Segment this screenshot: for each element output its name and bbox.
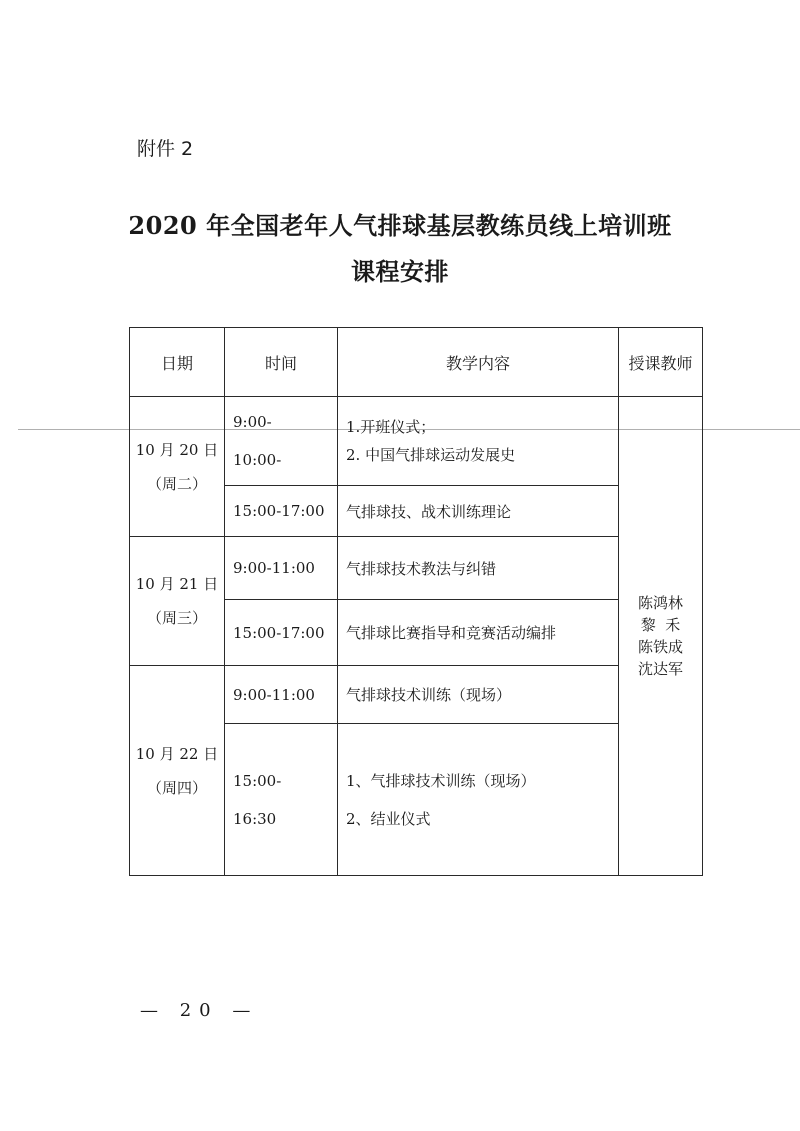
teacher-name: 陈铁成 xyxy=(637,638,683,656)
content-line: 1.开班仪式； xyxy=(346,418,436,436)
content-cell xyxy=(338,486,619,537)
time-line: 15:00-17:00 xyxy=(233,502,325,520)
date-cell xyxy=(130,537,225,666)
content-line: 气排球技术训练（现场） xyxy=(346,686,512,704)
content-line: 1、气排球技术训练（现场） xyxy=(346,771,536,790)
time-line: 9:00- xyxy=(233,413,272,431)
teacher-name: 沈达军 xyxy=(637,660,683,678)
header-time: 时间 xyxy=(225,328,338,397)
teacher-name: 陈鸿林 xyxy=(637,594,683,612)
content-line: 气排球比赛指导和竞赛活动编排 xyxy=(346,624,557,642)
weekday-text: （周二） xyxy=(146,474,207,493)
time-line: 9:00-11:00 xyxy=(233,559,315,577)
time-line: 16:30 xyxy=(233,809,277,828)
time-line: 10:00- xyxy=(233,451,282,469)
date-cell xyxy=(130,666,225,876)
table-row xyxy=(130,397,703,486)
date-text: 10 月 22 日 xyxy=(135,744,219,763)
schedule-table xyxy=(129,327,703,876)
table-row xyxy=(130,666,703,724)
content-cell xyxy=(338,600,619,666)
date-cell xyxy=(130,397,225,537)
time-cell xyxy=(225,397,338,486)
weekday-text: （周三） xyxy=(146,609,207,627)
time-cell xyxy=(225,666,338,724)
time-cell xyxy=(225,724,338,876)
page-number: — 20 — xyxy=(140,1000,259,1021)
table-row xyxy=(130,537,703,600)
weekday-text: （周四） xyxy=(146,778,207,797)
time-cell xyxy=(225,600,338,666)
teacher-cell xyxy=(619,397,703,876)
content-line: 气排球技术教法与纠错 xyxy=(346,559,497,578)
content-line: 2. 中国气排球运动发展史 xyxy=(346,446,516,464)
table-header-row xyxy=(130,328,703,397)
date-text: 10 月 20 日 xyxy=(135,440,219,459)
content-cell xyxy=(338,724,619,876)
time-line: 15:00- xyxy=(233,771,282,790)
header-date: 日期 xyxy=(130,328,225,397)
time-line: 9:00-11:00 xyxy=(233,685,315,704)
time-cell xyxy=(225,486,338,537)
content-line: 2、结业仪式 xyxy=(346,809,431,828)
header-content: 教学内容 xyxy=(338,328,619,397)
content-line: 气排球技、战术训练理论 xyxy=(346,502,512,521)
date-text: 10 月 21 日 xyxy=(135,575,219,593)
content-cell xyxy=(338,537,619,600)
document-subtitle: 课程安排 xyxy=(351,257,449,286)
content-cell xyxy=(338,666,619,724)
content-cell xyxy=(338,397,619,486)
time-line: 15:00-17:00 xyxy=(233,623,325,642)
header-teacher: 授课教师 xyxy=(619,328,703,397)
attachment-label: 附件 2 xyxy=(137,138,194,160)
time-cell xyxy=(225,537,338,600)
teacher-name: 黎 禾 xyxy=(640,616,681,634)
document-title: 2020 年全国老年人气排球基层教练员线上培训班 xyxy=(128,211,672,240)
